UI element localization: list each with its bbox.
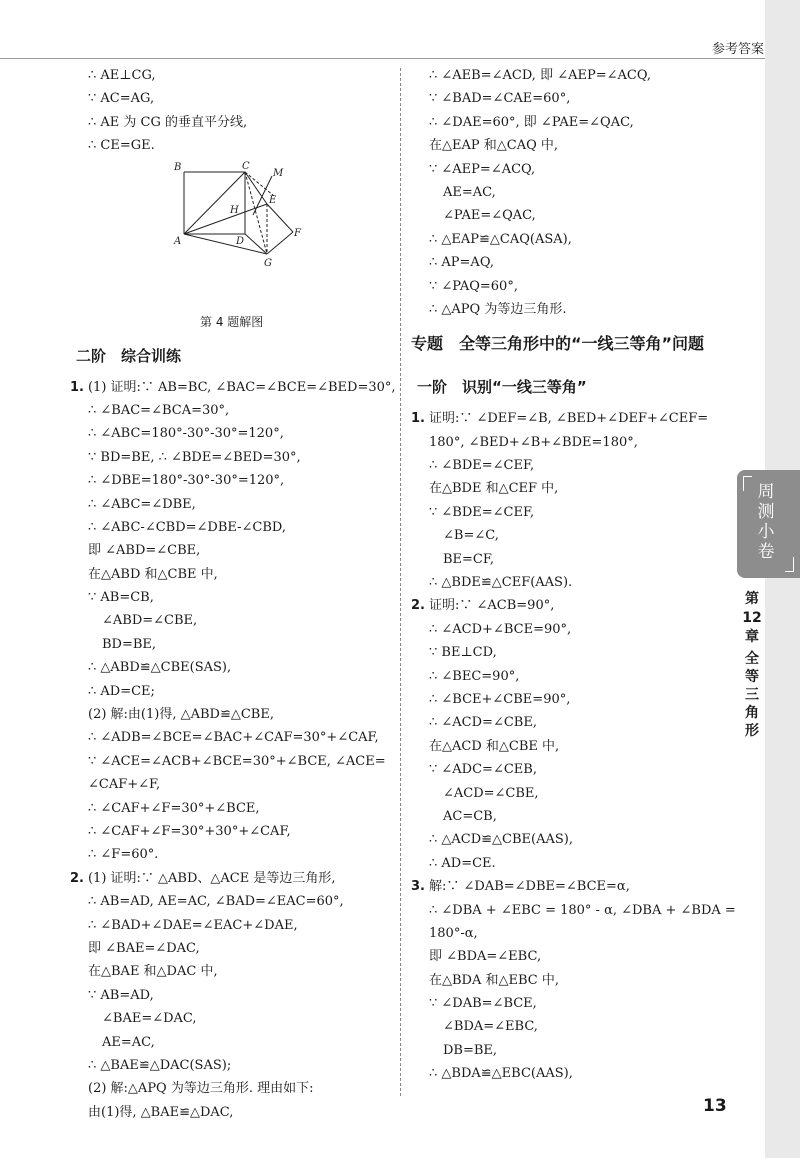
text-line: ∴ AE⊥CG,	[88, 68, 156, 83]
segment-ef	[267, 204, 293, 232]
text-line: ∴ ∠BAC=∠BCA=30°,	[88, 402, 230, 418]
label-f: F	[294, 227, 301, 239]
text-line: AC=CB,	[443, 808, 497, 824]
text-line: (2) 解:△APQ 为等边三角形. 理由如下:	[88, 1081, 314, 1097]
text-line: ∴ △BAE≌△DAC(SAS);	[88, 1057, 232, 1073]
text-line: ∵ BE⊥CD,	[429, 645, 497, 661]
question-number: 2.	[70, 870, 84, 886]
text-line: ∴ ∠BAD+∠DAE=∠EAC+∠DAE,	[88, 917, 298, 933]
text-line: 证明:∵ ∠DEF=∠B, ∠BED+∠DEF+∠CEF=	[428, 411, 709, 427]
geometry-figure	[70, 158, 395, 308]
text-line: ∴ CE=GE.	[88, 138, 155, 154]
text-line: 在△EAP 和△CAQ 中,	[429, 138, 559, 154]
label-m: M	[273, 167, 284, 179]
section-title: 一阶 识别“一线三等角”	[417, 378, 587, 397]
text-line: ∠CAF+∠F,	[88, 777, 161, 793]
text-line: ∴ ∠BEC=90°,	[429, 668, 520, 684]
left-column	[70, 64, 395, 1124]
label-c: C	[242, 160, 250, 172]
text-line: ∴ ∠BCE+∠CBE=90°,	[429, 691, 571, 707]
text-line: 即 ∠BAE=∠DAC,	[88, 940, 200, 956]
text-line: 即 ∠BDA=∠EBC,	[429, 949, 542, 965]
text-line: ∴ ∠ABC-∠CBD=∠DBE-∠CBD,	[88, 519, 287, 535]
segment-cg	[245, 172, 267, 254]
segment-fg	[267, 232, 293, 254]
text-line: ∴ ∠AEB=∠ACD, 即 ∠AEP=∠ACQ,	[429, 68, 651, 83]
text-line: ∴ AB=AD, AE=AC, ∠BAD=∠EAC=60°,	[88, 894, 344, 910]
text-line: ∠ABD=∠CBE,	[102, 613, 198, 629]
text-line: ∠ACD=∠CBE,	[443, 785, 539, 801]
topic-title: 专题 全等三角形中的“一线三等角”问题	[411, 334, 705, 354]
text-line: ∴ ∠ACD+∠BCE=90°,	[429, 621, 572, 637]
text-line: (1) 证明:∵ △ABD、△ACE 是等边三角形,	[87, 870, 336, 886]
text-line: ∴ △EAP≌△CAQ(ASA),	[429, 231, 572, 247]
text-line: 证明:∵ ∠ACB=90°,	[428, 598, 555, 614]
question-3	[411, 875, 746, 898]
text-line: ∴ ∠F=60°.	[88, 847, 159, 863]
label-g: G	[264, 257, 272, 269]
text-line: ∴ ∠CAF+∠F=30°+∠BCE,	[88, 800, 260, 816]
text-line: ∴ AE 为 CG 的垂直平分线,	[88, 114, 248, 130]
side-tab-label: 周测小卷	[757, 482, 775, 562]
text-line: 180°-α,	[429, 925, 478, 941]
bracket-decoration	[743, 476, 752, 491]
text-line: ∵ BD=BE, ∴ ∠BDE=∠BED=30°,	[88, 449, 301, 465]
text-line: ∵ AB=AD,	[88, 987, 154, 1003]
text-line: AE=AC,	[102, 1034, 155, 1050]
text-line: ∵ ∠DAB=∠BCE,	[429, 996, 537, 1012]
text-line: ∴ △ABD≌△CBE(SAS),	[88, 660, 232, 676]
text-line: 180°, ∠BED+∠B+∠BDE=180°,	[429, 434, 638, 450]
text-line: ∵ ∠BAD=∠CAE=60°,	[429, 91, 571, 107]
question-1	[70, 376, 395, 399]
text-line: ∠BAE=∠DAC,	[102, 1011, 197, 1027]
question-1	[411, 407, 746, 430]
right-column	[411, 64, 746, 1086]
bracket-decoration	[785, 557, 794, 572]
header-rule	[0, 58, 765, 59]
label-a: A	[174, 235, 182, 247]
text-line: ∴ ∠ACD=∠CBE,	[429, 715, 537, 731]
text-line: ∴ ∠DAE=60°, 即 ∠PAE=∠QAC,	[429, 114, 634, 130]
text-line: DB=BE,	[443, 1042, 498, 1058]
label-d: D	[236, 235, 245, 247]
text-line: 在△BDA 和△EBC 中,	[429, 972, 559, 988]
label-e: E	[269, 194, 277, 206]
text-line: ∵ ∠BDE=∠CEF,	[429, 504, 535, 520]
section-title: 二阶 综合训练	[76, 346, 182, 365]
text-line: 在△BAE 和△DAC 中,	[88, 964, 218, 980]
text-line: ∵ ∠PAQ=60°,	[429, 278, 518, 294]
text-line: ∴ △ACD≌△CBE(AAS),	[429, 832, 573, 848]
text-line: ∵ ∠AEP=∠ACQ,	[429, 161, 536, 177]
segment-ae	[184, 204, 267, 234]
text-line: ∴ ∠ABC=∠DBE,	[88, 496, 196, 512]
question-2	[411, 594, 746, 617]
text-line: ∠BDA=∠EBC,	[443, 1019, 538, 1035]
header-title: 参考答案	[711, 42, 764, 57]
text-line: ∵ ∠ACE=∠ACB+∠BCE=30°+∠BCE, ∠ACE=	[88, 753, 386, 769]
text-line: ∵ AC=AG,	[88, 91, 155, 107]
chapter-number: 第12章	[742, 591, 762, 645]
text-line: BD=BE,	[102, 636, 157, 652]
page-number: 13	[703, 1096, 727, 1116]
text-line: 由(1)得, △BAE≌△DAC,	[88, 1104, 234, 1120]
segment-ag	[184, 234, 267, 254]
text-line: ∴ AD=CE;	[88, 683, 155, 699]
text-line: ∴ △BDE≌△CEF(AAS).	[429, 575, 573, 591]
text-line: (1) 证明:∵ AB=BC, ∠BAC=∠BCE=∠BED=30°,	[87, 379, 396, 395]
text-line: ∴ ∠DBA + ∠EBC = 180° - α, ∠DBA + ∠BDA =	[429, 902, 736, 918]
question-number: 3.	[411, 879, 425, 895]
text-line: ∴ ∠DBE=180°-30°-30°=120°,	[88, 473, 285, 489]
text-line: 即 ∠ABD=∠CBE,	[88, 543, 201, 559]
text-line: AE=AC,	[443, 184, 496, 200]
chapter-title: 全等三角形	[745, 651, 759, 739]
text-line: ∴ △APQ 为等边三角形.	[429, 301, 567, 317]
text-line: ∴ ∠CAF+∠F=30°+30°+∠CAF,	[88, 823, 291, 839]
text-line: 在△ACD 和△CBE 中,	[429, 738, 560, 754]
question-number: 1.	[411, 411, 425, 427]
text-line: ∴ ∠ABC=180°-30°-30°=120°,	[88, 426, 284, 442]
diagonal-ac	[184, 172, 245, 234]
figure-caption: 第 4 题解图	[200, 314, 264, 329]
text-line: (2) 解:由(1)得, △ABD≌△CBE,	[88, 707, 274, 723]
text-line: 在△BDE 和△CEF 中,	[429, 481, 559, 497]
question-number: 2.	[411, 598, 425, 614]
text-line: ∴ AP=AQ,	[429, 255, 494, 271]
text-line: ∴ ∠BDE=∠CEF,	[429, 458, 535, 474]
text-line: 解:∵ ∠DAB=∠DBE=∠BCE=α,	[428, 879, 630, 895]
text-line: ∠PAE=∠QAC,	[443, 208, 536, 224]
text-line: ∠B=∠C,	[443, 528, 499, 544]
segment-ce	[245, 172, 267, 204]
text-line: ∴ △BDA≌△EBC(AAS),	[429, 1066, 573, 1082]
column-divider	[400, 68, 401, 1096]
label-h: H	[230, 204, 239, 216]
question-number: 1.	[70, 379, 84, 395]
text-line: BE=CF,	[443, 551, 495, 567]
text-line: ∵ ∠ADC=∠CEB,	[429, 762, 537, 778]
question-2	[70, 867, 395, 890]
text-line: ∵ AB=CB,	[88, 590, 154, 606]
text-line: ∴ ∠ADB=∠BCE=∠BAC+∠CAF=30°+∠CAF,	[88, 730, 379, 746]
text-line: 在△ABD 和△CBE 中,	[88, 566, 218, 582]
label-b: B	[174, 161, 182, 173]
side-tab[interactable]	[737, 470, 800, 578]
text-line: ∴ AD=CE.	[429, 855, 496, 871]
figure-diagram	[170, 160, 300, 308]
